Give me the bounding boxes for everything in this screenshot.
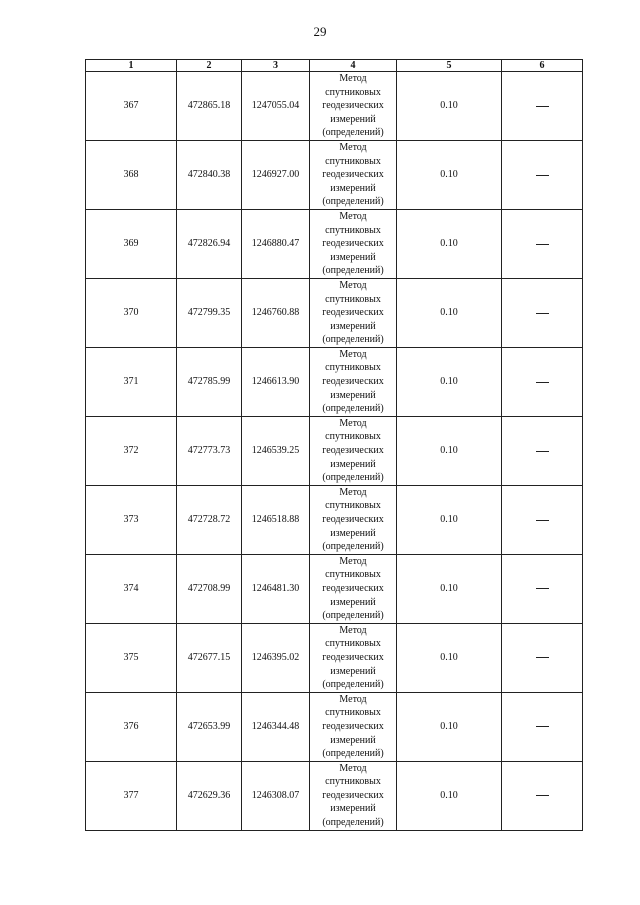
header-col-6: 6 xyxy=(502,60,583,72)
method-line: измерений xyxy=(330,458,376,470)
dash-mark xyxy=(536,106,549,107)
note-cell xyxy=(502,140,583,209)
method-line: геодезических xyxy=(322,720,384,732)
method-cell xyxy=(310,72,397,141)
dash-mark xyxy=(536,795,549,796)
method-line: измерений xyxy=(330,734,376,746)
method-line: геодезических xyxy=(322,514,384,525)
table-row xyxy=(86,209,583,278)
method-line: геодезических xyxy=(322,582,384,594)
header-col-1: 1 xyxy=(86,60,177,72)
method-cell xyxy=(310,554,397,623)
note-cell xyxy=(502,278,583,347)
method-line: геодезических xyxy=(322,238,384,250)
dash-mark xyxy=(536,657,549,658)
note-cell xyxy=(502,72,583,141)
method-line: спутниковых xyxy=(325,569,381,581)
point-number-cell: 367 xyxy=(86,72,177,141)
method-line: Метод xyxy=(339,348,367,360)
dash-mark xyxy=(536,244,549,245)
method-line: геодезических xyxy=(322,651,384,663)
note-cell xyxy=(502,761,583,830)
table-row xyxy=(86,72,583,141)
method-line: спутниковых xyxy=(325,500,381,512)
table-row xyxy=(86,761,583,830)
method-line: спутниковых xyxy=(325,707,381,719)
x-coordinate-cell: 472840.38 xyxy=(177,140,242,209)
y-coordinate-cell: 1247055.04 xyxy=(242,72,310,141)
method-line: измерений xyxy=(330,389,376,401)
method-line: Метод xyxy=(339,486,367,498)
dash-mark xyxy=(536,726,549,727)
method-line: измерений xyxy=(330,803,376,815)
point-number-cell: 373 xyxy=(86,485,177,554)
method-cell xyxy=(310,278,397,347)
table-row xyxy=(86,692,583,761)
y-coordinate-cell: 1246613.90 xyxy=(242,347,310,416)
method-line: (определений) xyxy=(322,127,384,139)
table-row xyxy=(86,554,583,623)
accuracy-cell: 0.10 xyxy=(397,416,502,485)
accuracy-cell: 0.10 xyxy=(397,554,502,623)
x-coordinate-cell: 472629.36 xyxy=(177,761,242,830)
x-coordinate-cell: 472677.15 xyxy=(177,623,242,692)
method-line: измерений xyxy=(330,527,376,539)
point-number-cell: 376 xyxy=(86,692,177,761)
method-cell xyxy=(310,692,397,761)
point-number-cell: 370 xyxy=(86,278,177,347)
table-row xyxy=(86,485,583,554)
accuracy-cell: 0.10 xyxy=(397,72,502,141)
accuracy-cell: 0.10 xyxy=(397,278,502,347)
accuracy-cell: 0.10 xyxy=(397,140,502,209)
method-line: Метод xyxy=(339,555,367,567)
method-cell xyxy=(310,209,397,278)
method-cell xyxy=(310,347,397,416)
point-number-cell: 369 xyxy=(86,209,177,278)
method-line: Метод xyxy=(339,693,367,705)
method-line: геодезических xyxy=(322,789,384,801)
table-body xyxy=(86,72,583,831)
method-line: Метод xyxy=(339,73,367,84)
y-coordinate-cell: 1246539.25 xyxy=(242,416,310,485)
method-cell xyxy=(310,416,397,485)
method-cell xyxy=(310,761,397,830)
method-line: спутниковых xyxy=(325,86,381,98)
method-line: спутниковых xyxy=(325,431,381,443)
x-coordinate-cell: 472773.73 xyxy=(177,416,242,485)
x-coordinate-cell: 472653.99 xyxy=(177,692,242,761)
method-line: спутниковых xyxy=(325,293,381,305)
method-line: (определений) xyxy=(322,334,384,346)
x-coordinate-cell: 472785.99 xyxy=(177,347,242,416)
method-line: Метод xyxy=(339,141,367,153)
method-line: измерений xyxy=(330,596,376,608)
dash-mark xyxy=(536,382,549,383)
method-line: измерений xyxy=(330,251,376,263)
x-coordinate-cell: 472728.72 xyxy=(177,485,242,554)
y-coordinate-cell: 1246880.47 xyxy=(242,209,310,278)
x-coordinate-cell: 472799.35 xyxy=(177,278,242,347)
method-line: измерений xyxy=(330,320,376,332)
table-row xyxy=(86,416,583,485)
method-line: Метод xyxy=(339,624,367,636)
note-cell xyxy=(502,347,583,416)
x-coordinate-cell: 472708.99 xyxy=(177,554,242,623)
y-coordinate-cell: 1246308.07 xyxy=(242,761,310,830)
method-line: геодезических xyxy=(322,376,384,388)
method-cell xyxy=(310,485,397,554)
method-line: спутниковых xyxy=(325,155,381,167)
table-row xyxy=(86,278,583,347)
y-coordinate-cell: 1246518.88 xyxy=(242,485,310,554)
point-number-cell: 371 xyxy=(86,347,177,416)
dash-mark xyxy=(536,313,549,314)
method-line: Метод xyxy=(339,417,367,429)
accuracy-cell: 0.10 xyxy=(397,485,502,554)
note-cell xyxy=(502,623,583,692)
method-line: (определений) xyxy=(322,610,384,622)
table-header-row xyxy=(86,60,583,72)
point-number-cell: 374 xyxy=(86,554,177,623)
dash-mark xyxy=(536,588,549,589)
table-row xyxy=(86,623,583,692)
method-line: спутниковых xyxy=(325,362,381,374)
header-col-5: 5 xyxy=(397,60,502,72)
method-line: геодезических xyxy=(322,100,384,112)
accuracy-cell: 0.10 xyxy=(397,692,502,761)
table-row xyxy=(86,140,583,209)
method-line: геодезических xyxy=(322,169,384,181)
method-line: спутниковых xyxy=(325,638,381,650)
y-coordinate-cell: 1246481.30 xyxy=(242,554,310,623)
y-coordinate-cell: 1246395.02 xyxy=(242,623,310,692)
note-cell xyxy=(502,416,583,485)
method-line: (определений) xyxy=(322,541,384,553)
method-line: (определений) xyxy=(322,472,384,484)
method-line: измерений xyxy=(330,113,376,125)
method-cell xyxy=(310,623,397,692)
note-cell xyxy=(502,209,583,278)
method-line: (определений) xyxy=(322,748,384,760)
method-line: геодезических xyxy=(322,445,384,457)
method-line: (определений) xyxy=(322,403,384,415)
y-coordinate-cell: 1246760.88 xyxy=(242,278,310,347)
dash-mark xyxy=(536,520,549,521)
method-line: геодезических xyxy=(322,307,384,319)
method-line: Метод xyxy=(339,210,367,222)
method-line: измерений xyxy=(330,182,376,194)
method-line: Метод xyxy=(339,762,367,774)
accuracy-cell: 0.10 xyxy=(397,347,502,416)
coordinates-table xyxy=(85,59,583,831)
method-line: Метод xyxy=(339,279,367,291)
x-coordinate-cell: 472865.18 xyxy=(177,72,242,141)
method-line: (определений) xyxy=(322,196,384,208)
y-coordinate-cell: 1246344.48 xyxy=(242,692,310,761)
x-coordinate-cell: 472826.94 xyxy=(177,209,242,278)
y-coordinate-cell: 1246927.00 xyxy=(242,140,310,209)
point-number-cell: 368 xyxy=(86,140,177,209)
point-number-cell: 375 xyxy=(86,623,177,692)
note-cell xyxy=(502,692,583,761)
point-number-cell: 372 xyxy=(86,416,177,485)
note-cell xyxy=(502,554,583,623)
method-line: спутниковых xyxy=(325,224,381,236)
header-col-3: 3 xyxy=(242,60,310,72)
header-col-4: 4 xyxy=(310,60,397,72)
method-line: (определений) xyxy=(322,817,384,829)
method-line: (определений) xyxy=(322,679,384,691)
header-col-2: 2 xyxy=(177,60,242,72)
method-cell xyxy=(310,140,397,209)
point-number-cell: 377 xyxy=(86,761,177,830)
dash-mark xyxy=(536,175,549,176)
accuracy-cell: 0.10 xyxy=(397,209,502,278)
dash-mark xyxy=(536,451,549,452)
method-line: спутниковых xyxy=(325,776,381,788)
method-line: измерений xyxy=(330,665,376,677)
method-line: (определений) xyxy=(322,265,384,277)
page-number: 29 xyxy=(313,24,327,39)
table-row xyxy=(86,347,583,416)
accuracy-cell: 0.10 xyxy=(397,623,502,692)
accuracy-cell: 0.10 xyxy=(397,761,502,830)
note-cell xyxy=(502,485,583,554)
